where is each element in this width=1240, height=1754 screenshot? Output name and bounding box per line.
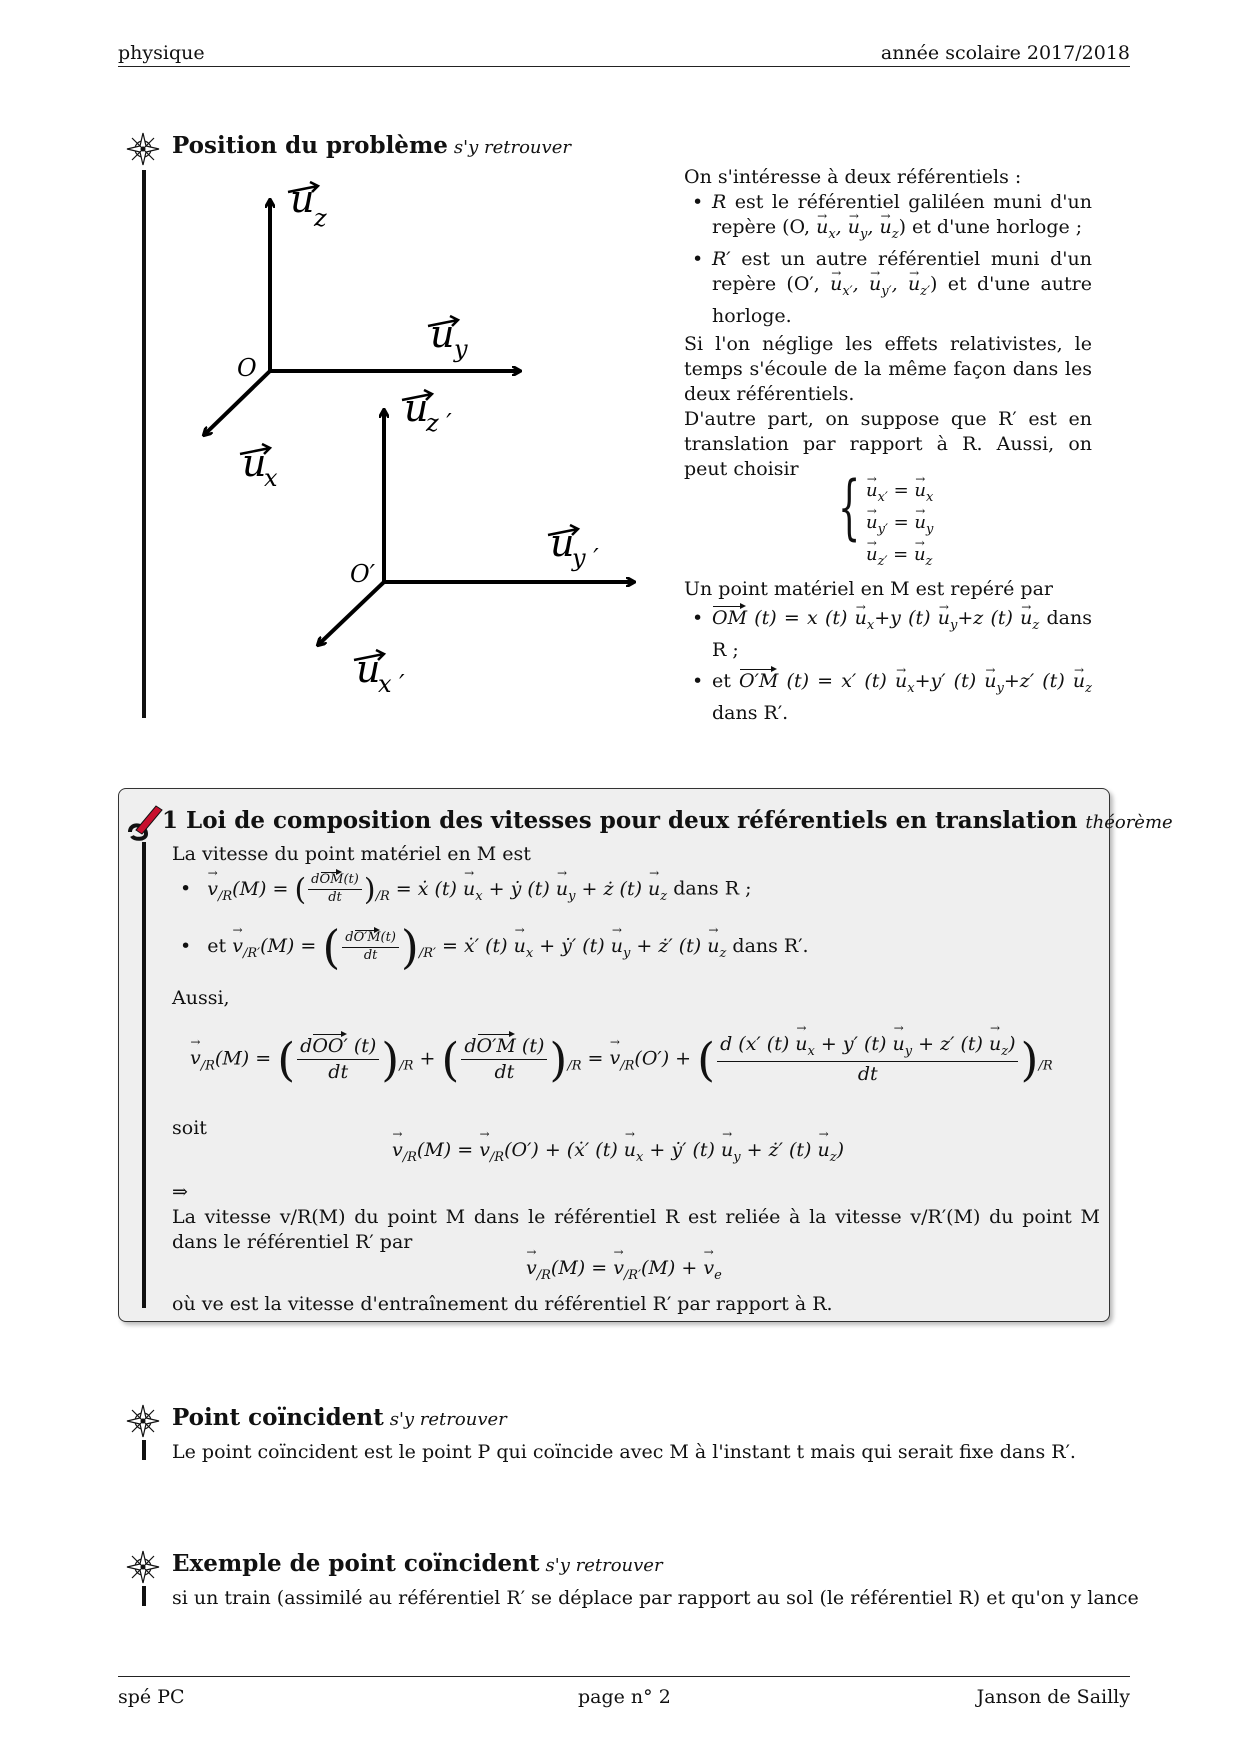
section3-title: [172, 1549, 663, 1579]
footer-rule: [118, 1676, 1130, 1677]
theorem-aussi: Aussi,: [172, 987, 230, 1009]
header-rule: [118, 66, 1130, 67]
uy-sub: y: [454, 335, 468, 363]
ux-sub: x: [264, 464, 278, 492]
uxp-sub: x ′: [378, 670, 405, 698]
eq-ux: → $u_{x'}$ = → $u_x$: [866, 478, 933, 510]
uyp-sub: y ′: [572, 544, 599, 572]
OM-suffix: dans R ;: [712, 607, 1092, 661]
theorem-bullet2: • et → $v_{/R'}(M)$ = ( $\frac{dO'M(t)}{dt}$ )$_{/R'}$ = ẋ′ $(t) \to u_x$ + ẏ′ $(t) \to u_y$ + ż′ $(t) \to u_z$ dans R′.: [180, 924, 809, 970]
intro-text: On s'intéresse à deux référentiels :: [684, 166, 1022, 188]
bullet-frame-Rprime: [684, 247, 1092, 329]
theorem-quill-icon: [126, 802, 164, 842]
theorem-heading: [162, 806, 1173, 836]
theorem-soit-equation: → $v_{/R}(M)$ = → $v_{/R}(O')$ + (ẋ′ $(t) \to u_x$ + ẏ′ $(t) \to u_y$ + ż′ $(t) \to u_z$): [392, 1138, 844, 1167]
bullet-OpM: [684, 669, 1092, 726]
OpM-suffix: dans R′.: [712, 702, 789, 724]
eq-uz: → $u_{z'}$ = → $u_z$: [866, 542, 933, 574]
frame-R-end: ) et d'une horloge ;: [898, 216, 1083, 238]
section2-title-text: Point coïncident: [172, 1404, 384, 1431]
bullet-frame-R: [684, 190, 1092, 247]
section1-bar: [142, 170, 146, 718]
relativity-paragraph: Si l'on néglige les effets relativistes, le temps s'écoule de la même façon dans les deux référentiels.: [684, 333, 1092, 405]
section2-text: Le point coïncident est le point P qui coïncide avec M à l'instant t mais qui serait fixe dans R′.: [172, 1441, 1076, 1463]
footer-right: Janson de Sailly: [976, 1686, 1130, 1708]
left-brace: {: [838, 466, 861, 548]
frame-R-symbol: R: [712, 191, 727, 213]
OpM-expression: O′M (t) = x′ $(t) \to u_x+y'$ $(t) \to u_y+z'$ $(t) \to u_z$: [739, 670, 1092, 692]
OpM-prefix: et: [712, 670, 731, 692]
uzp-label: u: [404, 386, 429, 430]
theorem-b2-prefix: et: [207, 935, 227, 957]
uzp-sub: z ′: [426, 409, 452, 437]
theorem-soit: soit: [172, 1117, 207, 1139]
theorem-b2-suffix: dans R′.: [732, 935, 809, 957]
reference-frames-figure: [190, 180, 660, 710]
theorem-b1-suffix: dans R ;: [673, 877, 752, 900]
eq-uy: → $u_{y'}$ = → $u_y$: [866, 510, 933, 542]
theorem-tag: théorème: [1085, 812, 1173, 833]
frame-R-desc: est le référentiel galiléen muni d'un repère (O,: [712, 191, 1092, 238]
theorem-line1: La vitesse du point matériel en M est: [172, 843, 531, 865]
uxp-axis: [318, 582, 384, 645]
section2-tag: s'y retrouver: [389, 1409, 507, 1430]
position-description: [684, 577, 1092, 726]
uz-sub: z: [314, 204, 327, 232]
section1-tag: s'y retrouver: [453, 137, 571, 158]
theorem-final-note: où ve est la vitesse d'entraînement du référentiel R′ par rapport à R.: [172, 1293, 833, 1315]
ux-label: u: [242, 441, 267, 485]
theorem-big-equation: → $v_{/R}(M)$ = ( $\frac{\text{dOO′ (t)}}{dt}$ )$_{/R}$ + ( $\frac{dO'M (t)}{dt}$ )$_{/R}$ = → $v_{/R}(O')$ + ( $\frac{d (x' (t) \to u_x + y' (t) \to u_y + z' (t) \to u_z)}{dt}$ )$_{/R}$: [190, 1032, 1053, 1087]
frame-R-basis: → $u_x$, → $u_y$, → $u_z$: [816, 216, 899, 238]
theorem-implies: ⇒: [172, 1181, 188, 1203]
compass-rose-icon: [126, 1404, 160, 1438]
footer-left: spé PC: [118, 1686, 185, 1708]
uz-label: u: [290, 180, 315, 221]
basis-equality-system: [838, 466, 934, 574]
section3-text: si un train (assimilé au référentiel R′ se déplace par rapport au sol (le référentiel R) et qu'on y lance: [172, 1587, 1139, 1609]
section2-bar: [142, 1440, 146, 1460]
section3-bar: [142, 1586, 146, 1606]
OM-expression: OM (t) = x $(t) \to u_x+y$ $(t) \to u_y+z$ $(t) \to u_z$: [712, 607, 1039, 629]
section1-title: [172, 131, 571, 161]
footer-center: page n° 2: [578, 1686, 671, 1708]
uyp-label: u: [550, 521, 575, 565]
bullet-OM: [684, 606, 1092, 663]
header-right: année scolaire 2017/2018: [880, 42, 1130, 64]
section1-title-text: Position du problème: [172, 132, 448, 159]
frame-Rp-symbol: R′: [712, 248, 731, 270]
compass-rose-icon: [126, 132, 160, 166]
theorem-bar: [142, 842, 146, 1308]
origin-O-label: O: [237, 354, 257, 382]
theorem-final-equation: → $v_{/R}(M)$ = → $v_{/R'}(M)$ + → $v_e$: [526, 1256, 722, 1285]
theorem-title: Loi de composition des vitesses pour deux référentiels en translation: [186, 807, 1078, 834]
section3-title-text: Exemple de point coïncident: [172, 1550, 540, 1577]
header-left: physique: [118, 42, 205, 64]
theorem-bullet1: • → $v_{/R}(M)$ = ( $\frac{\text{dOM(t)}}{dt}$ )$_{/R}$ = ẋ $(t) \to u_x$ + ẏ $(t) \to u_y$ + ż $(t) \to u_z$ dans R ;: [180, 870, 751, 909]
theorem-conclusion: La vitesse v/R(M) du point M dans le référentiel R est reliée à la vitesse v/R′(M) du point M dans le référentiel R′ par: [172, 1206, 1100, 1253]
frame-Rp-end: ) et d'une autre horloge.: [712, 273, 1092, 327]
uy-label: u: [430, 312, 455, 356]
section2-title: [172, 1403, 507, 1433]
theorem-number: 1: [162, 807, 179, 834]
point-line: Un point matériel en M est repéré par: [684, 578, 1053, 600]
frame-Rp-desc: est un autre référentiel muni d'un repère (O′,: [712, 248, 1092, 295]
section3-tag: s'y retrouver: [545, 1555, 663, 1576]
compass-rose-icon: [126, 1550, 160, 1584]
frame-Rp-basis: → $u_{x'}$, → $u_{y'}$, → $u_{z'}$: [830, 273, 930, 295]
origin-Oprime-label: O′: [350, 560, 376, 588]
section1-right-column: [684, 165, 1092, 482]
translation-paragraph: D'autre part, on suppose que R′ est en translation par rapport à R. Aussi, on peut choisir: [684, 408, 1092, 480]
uxp-label: u: [356, 647, 381, 691]
